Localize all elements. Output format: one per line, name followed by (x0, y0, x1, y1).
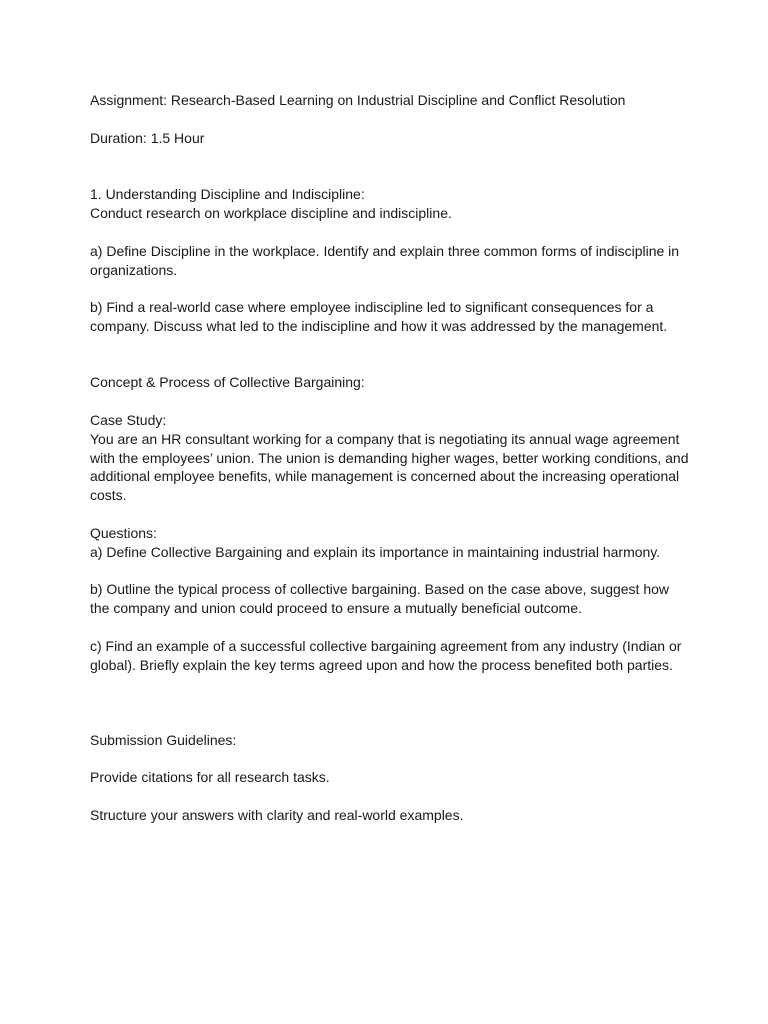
submission-line-1: Provide citations for all research tasks. (90, 769, 330, 785)
section1-intro: Conduct research on workplace discipline and indiscipline. (90, 205, 452, 221)
submission-heading: Submission Guidelines: (90, 732, 237, 748)
case-study-text: You are an HR consultant working for a company that is negotiating its annual wage agreement with the employees’ union. The union is demanding higher wages, better working conditions, and additional employee benefits, while management is concerned about the increasing operational costs. (90, 431, 689, 503)
section1-heading: 1. Understanding Discipline and Indiscipline: (90, 186, 365, 202)
section1-item-a: a) Define Discipline in the workplace. Identify and explain three common forms of indiscipline in organizations. (90, 243, 680, 278)
case-study-label: Case Study: (90, 412, 167, 428)
section2-heading: Concept & Process of Collective Bargaining: (90, 374, 365, 390)
section2-item-b: b) Outline the typical process of collective bargaining. Based on the case above, suggest how the company and union could proceed to ensure a mutually beneficial outcome. (90, 581, 670, 616)
document-title: Assignment: Research-Based Learning on Industrial Discipline and Conflict Resolution (90, 92, 626, 108)
section1-item-b: b) Find a real-world case where employee indiscipline led to significant consequences for a company. Discuss what led to the indiscipline and how it was addressed by the management. (90, 299, 668, 334)
questions-label: Questions: (90, 525, 157, 541)
section2-item-a: a) Define Collective Bargaining and explain its importance in maintaining industrial harmony. (90, 544, 661, 560)
section2-item-c: c) Find an example of a successful collective bargaining agreement from any industry (Indian or global). Briefly explain the key terms agreed upon and how the process benefited both parties. (90, 638, 682, 673)
submission-line-2: Structure your answers with clarity and real-world examples. (90, 807, 464, 823)
duration-line: Duration: 1.5 Hour (90, 130, 205, 146)
